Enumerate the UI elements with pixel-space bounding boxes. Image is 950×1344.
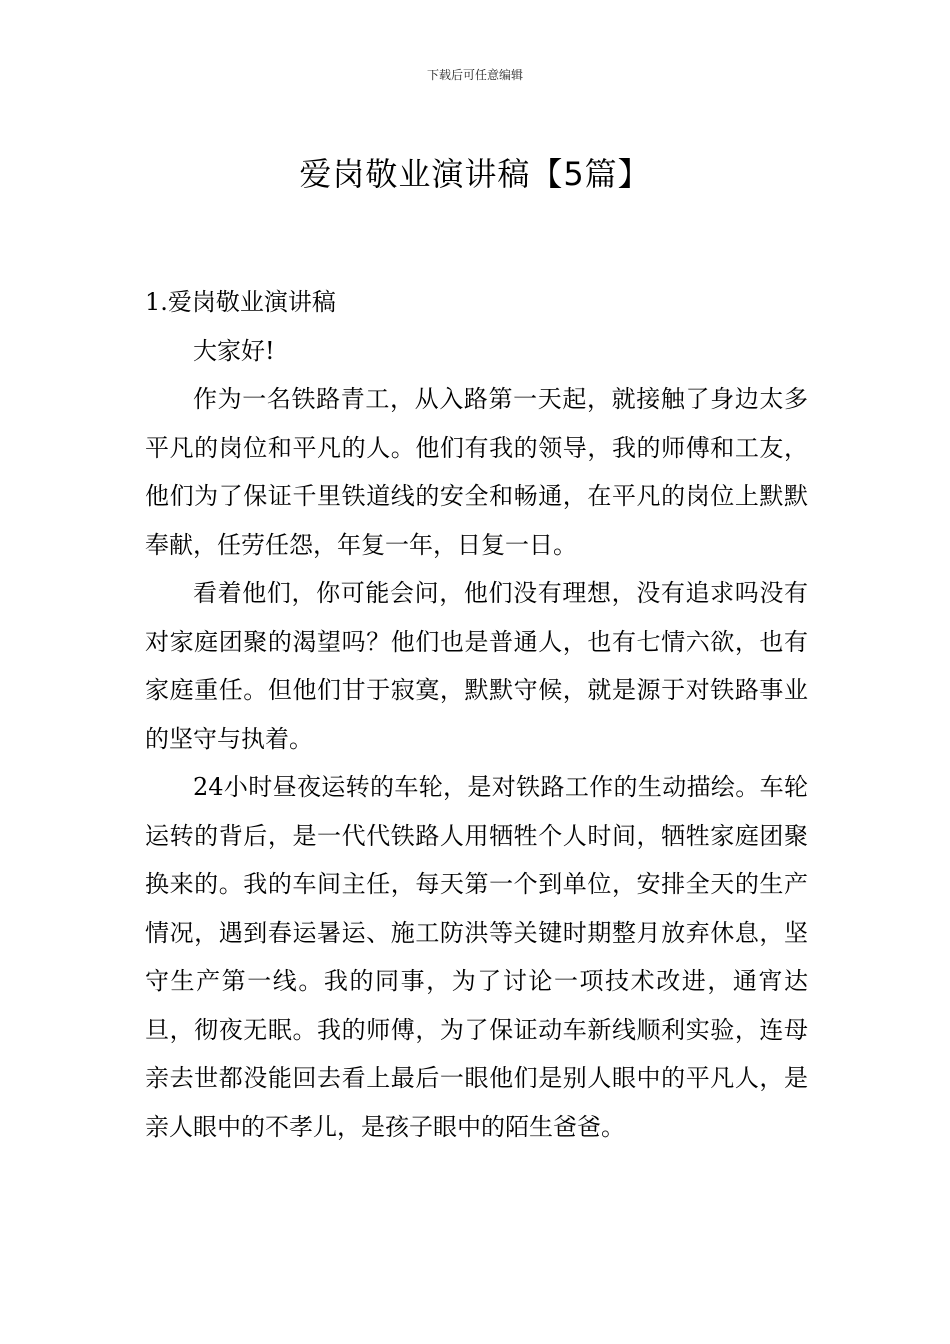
paragraph: 24小时昼夜运转的车轮，是对铁路工作的生动描绘。车轮运转的背后，是一代代铁路人用牺牲个人时间，牺牲家庭团聚换来的。我的车间主任，每天第一个到单位，安排全天的生产情况，遇到春运暑运、施工防洪等关键时期整月放弃休息，坚守生产第一线。我的同事，为了讨论一项技术改进，通宵达旦，彻夜无眠。我的师傅，为了保证动车新线顺利实验，连母亲去世都没能回去看上最后一眼他们是别人眼中的平凡人，是亲人眼中的不孝儿，是孩子眼中的陌生爸爸。: [145, 773, 808, 1141]
paragraph: 作为一名铁路青工，从入路第一天起，就接触了身边太多平凡的岗位和平凡的人。他们有我的领导，我的师傅和工友，他们为了保证千里铁道线的安全和畅通，在平凡的岗位上默默奉献，任劳任怨，年复一年，日复一日。: [145, 385, 808, 559]
document-body: [145, 278, 808, 1151]
header-note: 下载后可任意编辑: [426, 68, 523, 82]
document-title: 爱岗敬业演讲稿【5篇】: [299, 155, 651, 194]
paragraph: 看着他们，你可能会问，他们没有理想，没有追求吗没有对家庭团聚的渴望吗？他们也是普通人，也有七情六欲，也有家庭重任。但他们甘于寂寞，默默守候，就是源于对铁路事业的坚守与执着。: [145, 579, 808, 753]
paragraph-greeting: 大家好!: [193, 336, 275, 365]
section-heading: 1.爱岗敬业演讲稿: [145, 288, 336, 316]
